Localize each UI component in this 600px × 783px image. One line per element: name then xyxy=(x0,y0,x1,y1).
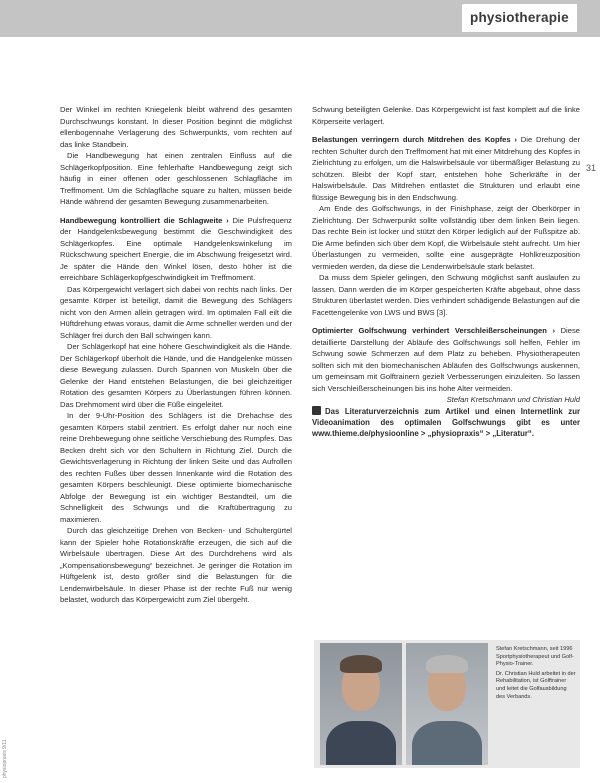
left-column xyxy=(60,104,292,606)
paragraph xyxy=(60,215,292,284)
author-signature: Stefan Kretschmann und Christian Huld xyxy=(446,395,580,404)
paragraph xyxy=(312,325,580,394)
literature-note xyxy=(312,406,580,439)
paragraph: Da muss dem Spieler gelingen, den Schwung möglichst sanft auslaufen zu lassen. Dann werden die im Körper gespeicherten Kräfte abgebaut, ohne dass Strukturen überlastet werden. Dies verhindert schädigende Belastungen auf die Facettengelenke von LWS und BWS [3]. xyxy=(312,273,580,317)
paragraph: Der Winkel im rechten Kniegelenk bleibt während des gesamten Durchschwungs konstant. In dieser Position beginnt die möglichst ellenbogennahe Verlagerung des Schwerpunkts, vom rechten auf das linke Standbein. xyxy=(60,105,292,149)
header-bar xyxy=(0,0,600,37)
paragraph-text: Diese detaillierte Darstellung der Abläufe des Golfschwungs soll helfen, Fehler im Schwung sowie Schmerzen auf dem Platz zu beheben. Physiotherapeuten sollten sich mit den biomechanischen Abläufen des Golfschwungs auskennen, um gemeinsam mit Golftrainern gezielt Verbesserungen einzuleiten. So lassen sich Verschleißerscheinungen bis ins hohe Alter vermeiden. xyxy=(312,326,580,393)
paragraph xyxy=(312,134,580,203)
author-box xyxy=(314,640,580,768)
paragraph: Durch das gleichzeitige Drehen von Becken- und Schultergürtel kann der Spieler hohe Rotationskräfte erzeugen, die sich auf die Wirbelsäule übertragen. Diese Art des Durchdrehens wird als „Kompensationsbewegung“ bezeichnet. Je geringer die Rotation im Hüftgelenk ist, desto größer sind die Belastungen für die Lendenwirbelsäule. In dieser Phase ist der rechte Fuß nur wenig belastet, wodurch das Körpergewicht zum Ziel übergeht. xyxy=(60,526,292,604)
literature-text: Das Literaturverzeichnis zum Artikel und einen Internetlink zur Videoanimation des optimalen Golfschwungs gibt es unter www.thieme.de/physioonline > „physiopraxis“ > „Literatur“. xyxy=(312,406,580,438)
paragraph: Schwung beteiligten Gelenke. Das Körpergewicht ist fast komplett auf die linke Körperseite verlagert. xyxy=(312,105,580,126)
paragraph-text: Die Pulsfrequenz der Handgelenksbewegung bestimmt die Geschwindigkeit des Schlägerkopfes. Eine optimale Handgelenkswinkelung im Rückschwung speichert Energie, die im Abschwung freigesetzt wird. Je später die Hände den Winkel lösen, desto höher ist die erreichbare Schlägerkopfgeschwindigkeit im Treffmoment. xyxy=(60,215,292,282)
right-column xyxy=(312,104,580,439)
paragraph-text: Die Drehung der rechten Schulter durch den Treffmoment hat mit einer Mitdrehung des Kopfes in Zielrichtung zu erfolgen, um die Halswirbelsäule vor übermäßiger Belastung zu schützen. Bleibt der Kopf starr, entstehen hohe Scherkräfte in der Halswirbelsäule. Das Mitdrehen entlastet die Strukturen und erlaubt eine flüssige Bewegung bis in den Endschwung. xyxy=(312,135,580,202)
paragraph: In der 9-Uhr-Position des Schlägers ist die Drehachse des gesamten Körpers stabil zentriert. Es erfolgt daher nur noch eine reine Drehbewegung ohne seitliche Verschiebung des Rumpfes. Das Becken dreht sich vor den Schultern in Richtung Ziel. Durch die Gewichtsverlagerung in Richtung der linken Seite und das Aufrollen des rechten Fußes über dessen Innenkante wird die Rotation des gesamten Körpers beschleunigt. Diese optimierte biomechanische Abfolge der Bewegung ist ein wichtiger Bestandteil, um die Schnelligkeit des Schwungs und die Kraftübertragung zu maximieren. xyxy=(60,411,292,524)
page-number: 31 xyxy=(586,163,597,173)
paragraph: Am Ende des Golfschwungs, in der Finishphase, zeigt der Oberkörper in Zielrichtung. Der Schwerpunkt sollte vollständig über dem linken Bein liegen. Das rechte Bein ist locker und stützt den Körper lediglich auf der Fußspitze ab. Die Arme befinden sich über dem Kopf, die Wirbelsäule steht aufrecht. Um hier Überlastungen zu vermeiden, sollte eine ausgeprägte Hohlkreuzposition vermieden werden, da diese die Lendenwirbelsäule stark belastet. xyxy=(312,204,580,271)
sidebar-text: physiopraxis 9/11 xyxy=(2,739,8,778)
author-photo xyxy=(320,643,402,765)
subheading: Optimierter Golfschwung verhindert Verschleißerscheinungen › xyxy=(312,326,555,335)
bio-text: Stefan Kretschmann, seit 1996 Sportphysiotherapeut und Golf-Physio-Trainer. xyxy=(496,646,574,668)
paragraph: Die Handbewegung hat einen zentralen Einfluss auf die Schlägerkopfposition. Eine fehlerhafte Handbewegung zeigt sich häufig in einer offenen oder geschlossenen Schlagfläche im Treffmoment. Um die Schlagfläche square zu halten, müssen beide Hände während der gesamten Bewegung zusammenarbeiten. xyxy=(60,151,292,206)
subheading: Belastungen verringern durch Mitdrehen des Kopfes › xyxy=(312,135,517,144)
author-photo xyxy=(406,643,488,765)
section-title: physiotherapie xyxy=(470,10,569,25)
book-icon xyxy=(312,406,321,415)
paragraph: Der Schlägerkopf hat eine höhere Geschwindigkeit als die Hände. Der Schlägerkopf überholt die Hände, und die Handgelenke müssen diese Bewegung zulassen. Durch Spannen von Muskeln über die Gelenke der Hand entstehen Belastungen, die bei gleichzeitiger Rotation des gesamten Körpers zu Überlastungen führen können. Das Drehmoment wird über die Füße eingeleitet. xyxy=(60,342,292,409)
section-tab xyxy=(462,4,577,32)
bio-text: Dr. Christian Huld arbeitet in der Rehabilitation, ist Golftrainer und leitet die Golfausbildung des Verbands. xyxy=(496,670,576,700)
author-bio xyxy=(496,646,576,703)
paragraph: Das Körpergewicht verlagert sich dabei von rechts nach links. Der gesamte Körper ist beteiligt, damit die Bewegung des Schlägers nicht von den Armen allein getragen wird. Im optimalen Fall eilt die Hüftdrehung etwas voraus, damit die Arme schneller werden und der Schläger frei durch den Ball schwingen kann. xyxy=(60,284,292,340)
subheading: Handbewegung kontrolliert die Schlagweite › xyxy=(60,215,229,225)
